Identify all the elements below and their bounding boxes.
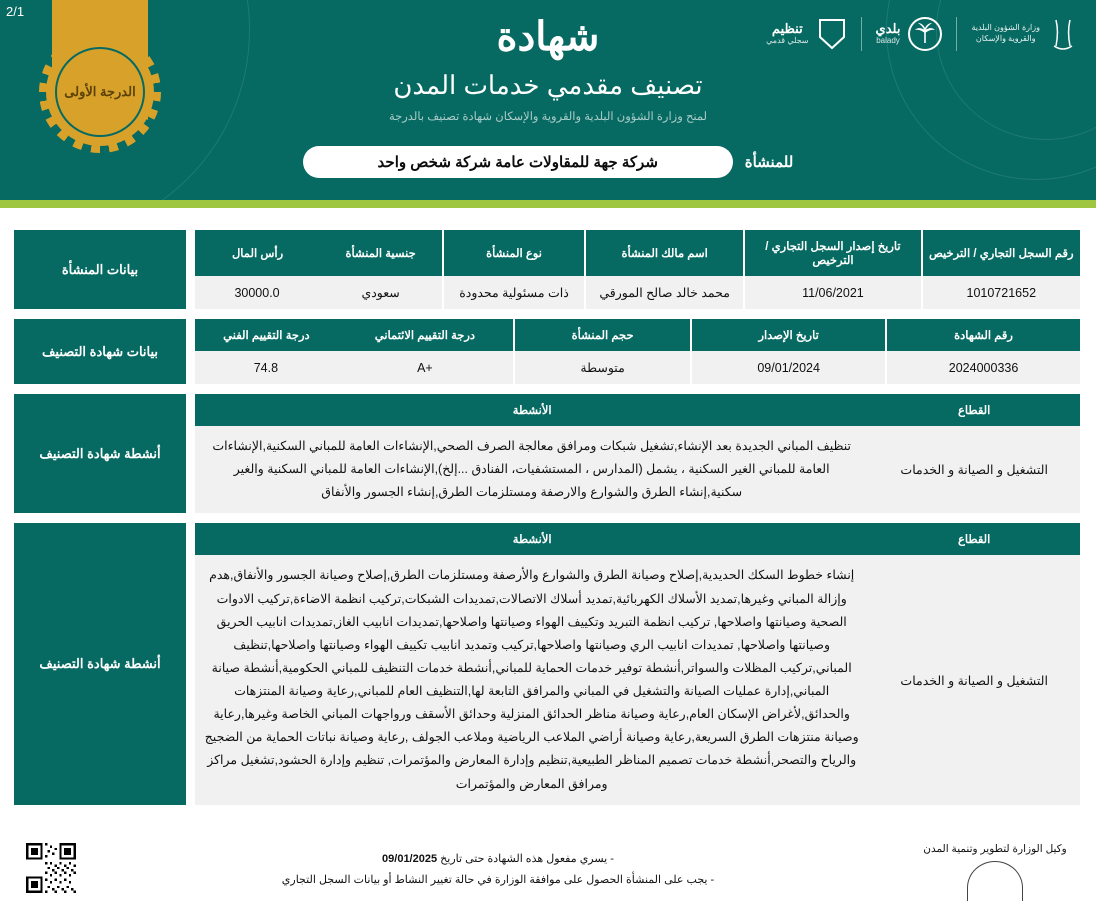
table-header-row: [195, 230, 1081, 276]
td-capital: 30000.0: [195, 276, 319, 309]
establishment-label: للمنشأة: [744, 154, 794, 171]
th-commercial-register: رقم السجل التجاري / الترخيص: [922, 230, 1081, 276]
th-certificate-number: رقم الشهادة: [886, 319, 1081, 351]
classification-table-wrap: [194, 319, 1082, 384]
page-number: 2/1: [6, 4, 25, 19]
section-activities-1: [14, 394, 1082, 513]
th-technical-rating: درجة التقييم الفني: [195, 319, 337, 351]
establishment-row: [0, 146, 1096, 178]
medal-inner-ring: [55, 47, 145, 137]
th-capital: رأس المال: [195, 230, 319, 276]
td-entity-type: ذات مسئولية محدودة: [443, 276, 585, 309]
footer-notes: [76, 841, 920, 891]
table-header-row: [195, 319, 1081, 351]
grade-label: الدرجة الأولى: [64, 84, 136, 100]
section-title-classification: بيانات شهادة التصنيف: [14, 319, 186, 384]
certificate-subtitle: تصنيف مقدمي خدمات المدن: [393, 70, 703, 100]
balady-text-en: balady: [876, 35, 900, 45]
logo-divider: [861, 17, 862, 51]
th-owner-name: اسم مالك المنشأة: [585, 230, 744, 276]
section-title-activities-2: أنشطة شهادة التصنيف: [14, 523, 186, 804]
certificate-header: [0, 0, 1096, 200]
td-issue-date: 09/01/2024: [691, 351, 886, 384]
medal-shape: [46, 38, 154, 146]
section-title-establishment: بيانات المنشأة: [14, 230, 186, 309]
th-issue-date: تاريخ الإصدار: [691, 319, 886, 351]
td-register-date: 11/06/2021: [744, 276, 921, 309]
signature-block: [920, 841, 1070, 901]
tanzeem-label: [766, 22, 808, 45]
th-register-date: تاريخ إصدار السجل التجاري / الترخيص: [744, 230, 921, 276]
td-activities: إنشاء خطوط السكك الحديدية,إصلاح وصيانة الطرق والشوارع والأرصفة ومستلزمات الطرق,إصلاح وصيانة الجسور والأنفاق,هدم وإزالة المباني وغيرها,تمديد الأسلاك الكهربائية,تمديد أسلاك الاتصالات,تمديدات الشبكات,تركيب انظمة الاضاءة,تركيب الادوات الصحية وصيانتها واصلاحها, تركيب انظمة التبريد وتكييف الهواء وصيانتها واصلاحها,تمديدات انابيب الغاز,تمديدات انابيب الحريق وصيانتها واصلاحها, تمديدات انابيب الري وصيانتها واصلاحها,تركيب وتمديد انابيب تكييف الهواء وصيانتها واصلاحها,تنظيف المباني,تركيب المظلات والسواتر,أنشطة توفير خدمات الحماية للمباني,أنشطة خدمات التنظيف للمباني الحكومية,أنشطة صيانة المباني,إدارة عمليات الصيانة والتشغيل في المباني والمرافق التابعة لها,التنظيف العام للمباني,رعاية وصيانة المنتزهات والحدائق,لأغراض الإسكان العام,رعاية وصيانة مناظر الحدائق المنزلية وحدائق الأسقف ورواجهات المباني الخاصة وغيرها,رعاية وصيانة منتزهات الطرق السريعة,رعاية وصيانة أراضي الملاعب الرياضية وملاعب الجولف ,رعاية وصيانة نباتات الحماية من الضجيج والرياح والتصحر,أنشطة خدمات تصميم المناظر الطبيعية,تنظيم وإدارة المعارض والمؤتمرات, تنظيم وإدارة الحشود,تشغيل مراكز ومرافق المعارض والمؤتمرات: [195, 555, 868, 804]
balady-logo: [876, 16, 943, 52]
qr-code-icon: [26, 843, 76, 893]
section-classification-data: [14, 319, 1082, 384]
table-header-row: [195, 523, 1081, 555]
td-certificate-number: 2024000336: [886, 351, 1081, 384]
table-row: [195, 276, 1081, 309]
td-entity-size: متوسطة: [514, 351, 691, 384]
tanzeem-logo: [766, 17, 846, 51]
establishment-table: [194, 230, 1082, 309]
certificate-note: لمنح وزارة الشؤون البلدية والقروية والإسكان شهادة تصنيف بالدرجة: [388, 111, 708, 123]
logo-divider: [956, 17, 957, 51]
ministry-emblem-icon: [1048, 16, 1078, 52]
td-credit-rating: A+: [337, 351, 514, 384]
grade-medal: [42, 0, 158, 172]
th-activities: الأنشطة: [195, 394, 868, 426]
footer-note-validity: [76, 849, 920, 870]
activities-1-table-wrap: [194, 394, 1082, 513]
tanzeem-text: تنظيم: [771, 21, 803, 37]
th-nationality: جنسية المنشأة: [319, 230, 443, 276]
th-sector: القطاع: [868, 394, 1081, 426]
td-commercial-register: 1010721652: [922, 276, 1081, 309]
palm-circle-icon: [908, 16, 942, 52]
qr-code: [26, 843, 76, 893]
th-entity-size: حجم المنشأة: [514, 319, 691, 351]
table-row: [195, 426, 1081, 513]
certificate-footer: [0, 835, 1096, 921]
th-sector: القطاع: [868, 523, 1081, 555]
tanzeem-subtext: سجلي قدمي: [766, 35, 809, 45]
section-activities-2: [14, 523, 1082, 804]
establishment-table-wrap: [194, 230, 1082, 309]
footer-note-prefix: - يسري مفعول هذه الشهادة حتى تاريخ: [440, 853, 614, 865]
classification-table: [194, 319, 1082, 384]
th-credit-rating: درجة التقييم الائتماني: [337, 319, 514, 351]
td-sector: التشغيل و الصيانة و الخدمات: [868, 555, 1081, 804]
table-row: [195, 351, 1081, 384]
accent-line: [0, 200, 1096, 208]
ministry-label: وزارة الشؤون البلدية والقروية والإسكان: [971, 23, 1040, 43]
logos-group: [766, 16, 1078, 52]
signature-mark: [967, 861, 1023, 901]
table-header-row: [195, 394, 1081, 426]
section-establishment-data: [14, 230, 1082, 309]
balady-text-ar: بلدي: [875, 21, 901, 37]
footer-validity-date: 09/01/2025: [382, 853, 438, 865]
table-row: [195, 555, 1081, 804]
td-nationality: سعودي: [319, 276, 443, 309]
ministry-logo: [971, 16, 1078, 52]
section-title-activities-1: أنشطة شهادة التصنيف: [14, 394, 186, 513]
activities-2-table-wrap: [194, 523, 1082, 804]
balady-label: [876, 22, 901, 45]
signature-label: وكيل الوزارة لتطوير وتنمية المدن: [923, 843, 1067, 855]
tanzeem-mark-icon: [817, 17, 847, 51]
th-entity-type: نوع المنشأة: [443, 230, 585, 276]
certificate-title: شهادة: [496, 15, 600, 59]
activities-table-2: [194, 523, 1082, 804]
activities-table-1: [194, 394, 1082, 513]
establishment-name: شركة جهة للمقاولات عامة شركة شخص واحد: [303, 146, 733, 178]
td-activities: تنظيف المباني الجديدة بعد الإنشاء,تشغيل شبكات ومرافق معالجة الصرف الصحي,الإنشاءات العامة للمباني السكنية,الإنشاءات العامة للمباني الغير السكنية ، يشمل (المدارس ، المستشفيات، الفنادق ...إلخ),الإنشاءات العامة للمباني السكنية والغير سكنية,إنشاء الطرق والشوارع والارصفة ومستلزمات الطرق,إنشاء الجسور والأنفاق: [195, 426, 868, 513]
td-technical-rating: 74.8: [195, 351, 337, 384]
certificate-body: [0, 214, 1096, 805]
td-sector: التشغيل و الصيانة و الخدمات: [868, 426, 1081, 513]
td-owner-name: محمد خالد صالح المورقي: [585, 276, 744, 309]
th-activities: الأنشطة: [195, 523, 868, 555]
footer-note-conditions: - يجب على المنشأة الحصول على موافقة الوزارة في حالة تغيير النشاط أو بيانات السجل التجاري: [281, 873, 715, 886]
